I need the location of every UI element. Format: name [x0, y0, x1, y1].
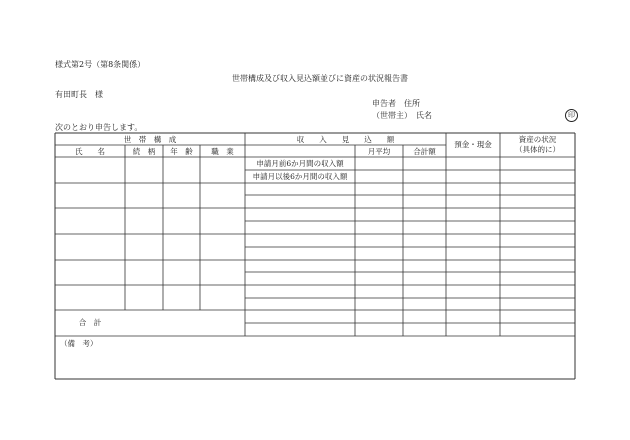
expected-income-header: 収 入 見 込 額 — [296, 135, 395, 144]
form-title: 世帯構成及び収入見込額並びに資産の状況報告書 — [232, 74, 408, 83]
asset-status-header: 資産の状況 — [518, 135, 557, 144]
asset-status-subheader: （具体的に） — [515, 145, 560, 154]
householder-name-label: （世帯主） 氏名 — [372, 111, 432, 120]
remarks-label: （備 考） — [60, 339, 98, 348]
addressee: 有田町長 様 — [55, 90, 103, 99]
income-before-application-label: 申請月前6か月間の収入額 — [256, 159, 344, 168]
seal-mark: 印 — [565, 109, 578, 122]
household-composition-header: 世 帯 構 成 — [123, 135, 177, 144]
deposits-cash-header: 預金・現金 — [454, 140, 492, 149]
income-after-application-label: 申請月以後6か月間の収入額 — [252, 172, 348, 181]
form-number: 様式第2号（第8条関係） — [55, 60, 146, 69]
column-name: 氏 名 — [75, 147, 105, 156]
total-label: 合 計 — [78, 318, 102, 327]
column-age: 年 齢 — [170, 147, 193, 156]
column-total-amount: 合計額 — [413, 147, 436, 156]
declarant-address-label: 申告者 住所 — [372, 99, 420, 108]
column-relation: 続 柄 — [132, 147, 156, 156]
column-monthly-average: 月平均 — [367, 147, 391, 156]
declaration-statement: 次のとおり申告します。 — [55, 123, 143, 132]
column-occupation: 職 業 — [211, 147, 234, 156]
